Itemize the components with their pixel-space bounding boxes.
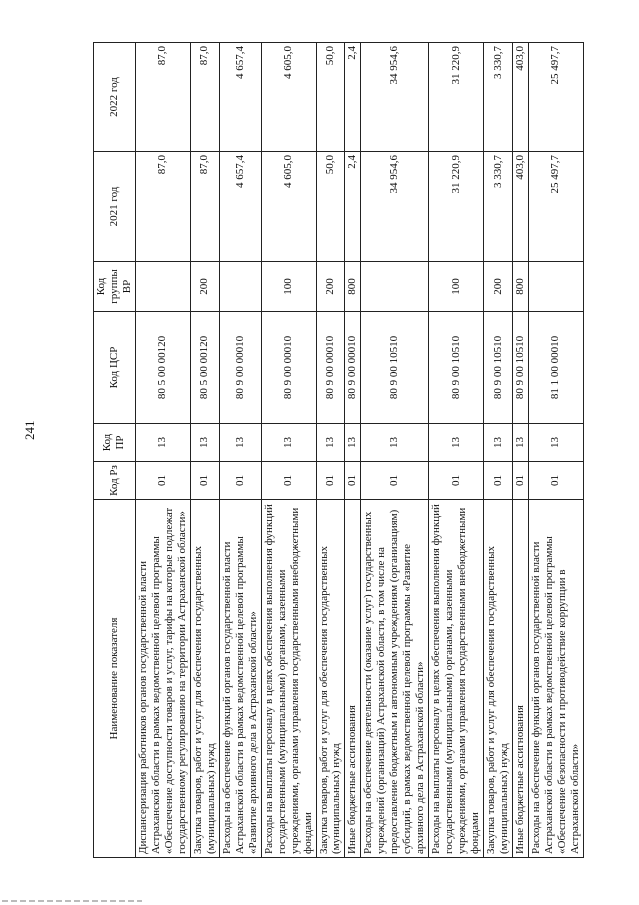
row-vr: 200	[316, 262, 345, 312]
row-name: Расходы на обеспечение деятельности (оказание услуг) государственных учреждений (организаций) Астраханской области, в том числе на предоставление бюджетным и автономным учреждениям (организациям) субсидий, в рамках ведомственной целевой программы «Развитие архивного дела в Астраханской области»	[361, 500, 429, 858]
row-pr: 13	[219, 424, 261, 462]
row-pr: 13	[135, 424, 190, 462]
row-rz: 01	[345, 462, 361, 500]
rotated-table-wrapper	[93, 43, 618, 858]
row-vr	[219, 262, 261, 312]
header-vr: Код группы ВР	[94, 262, 136, 312]
row-name: Иные бюджетные ассигнования	[345, 500, 361, 858]
row-2021: 3 330,7	[484, 152, 513, 262]
row-csr: 80 9 00 00010	[261, 312, 316, 424]
row-2022: 4 605,0	[261, 43, 316, 152]
row-rz: 01	[316, 462, 345, 500]
table-row	[513, 43, 529, 858]
page-number: 241	[22, 420, 37, 440]
row-name: Расходы на обеспечение функций органов государственной власти Астраханской области в рамках ведомственной целевой программы «Развитие архивного дела в Астраханской области»	[219, 500, 261, 858]
row-csr: 80 9 00 10510	[513, 312, 529, 424]
row-2021: 2,4	[345, 152, 361, 262]
row-csr: 80 9 00 10510	[429, 312, 484, 424]
row-pr: 13	[484, 424, 513, 462]
row-vr	[135, 262, 190, 312]
row-name: Закупка товаров, работ и услуг для обеспечения государственных (муниципальных) нужд	[190, 500, 219, 858]
row-rz: 01	[529, 462, 584, 500]
row-name: Иные бюджетные ассигнования	[513, 500, 529, 858]
row-name: Расходы на выплаты персоналу в целях обеспечения выполнения функций государственными (муниципальными) органами, казенными учреждениями, органами управления государственными внебюджетными фондами	[261, 500, 316, 858]
row-2021: 4 605,0	[261, 152, 316, 262]
row-pr: 13	[361, 424, 429, 462]
row-rz: 01	[219, 462, 261, 500]
row-2021: 403,0	[513, 152, 529, 262]
row-vr: 100	[261, 262, 316, 312]
header-rz: Код Рз	[94, 462, 136, 500]
header-name: Наименование показателя	[94, 500, 136, 858]
row-pr: 13	[345, 424, 361, 462]
row-name: Закупка товаров, работ и услуг для обеспечения государственных (муниципальных) нужд	[316, 500, 345, 858]
row-name: Расходы на выплаты персоналу в целях обеспечения выполнения функций государственными (муниципальными) органами, казенными учреждениями, органами управления государственными внебюджетными фондами	[429, 500, 484, 858]
row-rz: 01	[261, 462, 316, 500]
budget-table	[93, 42, 584, 858]
row-2022: 34 954,6	[361, 43, 429, 152]
table-row	[529, 43, 584, 858]
row-csr: 80 9 00 00010	[316, 312, 345, 424]
table-row	[361, 43, 429, 858]
row-vr: 800	[345, 262, 361, 312]
row-rz: 01	[190, 462, 219, 500]
row-2022: 2,4	[345, 43, 361, 152]
row-2022: 31 220,9	[429, 43, 484, 152]
row-pr: 13	[190, 424, 219, 462]
row-csr: 81 1 00 00010	[529, 312, 584, 424]
table-row	[345, 43, 361, 858]
table-row	[135, 43, 190, 858]
row-pr: 13	[316, 424, 345, 462]
table-row	[316, 43, 345, 858]
row-pr: 13	[261, 424, 316, 462]
row-2021: 50,0	[316, 152, 345, 262]
row-vr: 800	[513, 262, 529, 312]
row-rz: 01	[429, 462, 484, 500]
table-body	[135, 43, 583, 858]
row-name: Диспансеризация работников органов государственной власти Астраханской области в рамках ведомственной целевой программы «Обеспечение доступности товаров и услуг, тарифы на которые подлежат государственному регулированию на территории Астраханской области»	[135, 500, 190, 858]
row-vr: 100	[429, 262, 484, 312]
row-2022: 87,0	[135, 43, 190, 152]
row-csr: 80 9 00 00010	[219, 312, 261, 424]
table-row	[429, 43, 484, 858]
header-2022: 2022 год	[94, 43, 136, 152]
header-csr: Код ЦСР	[94, 312, 136, 424]
row-2022: 87,0	[190, 43, 219, 152]
row-name: Расходы на обеспечение функций органов государственной власти Астраханской области в рамках ведомственной целевой программы «Обеспечение безопасности и противодействие коррупции в Астраханской области»	[529, 500, 584, 858]
row-2022: 3 330,7	[484, 43, 513, 152]
row-rz: 01	[484, 462, 513, 500]
row-name: Закупка товаров, работ и услуг для обеспечения государственных (муниципальных) нужд	[484, 500, 513, 858]
row-vr: 200	[190, 262, 219, 312]
table-row	[219, 43, 261, 858]
row-pr: 13	[529, 424, 584, 462]
row-2022: 25 497,7	[529, 43, 584, 152]
row-2021: 87,0	[190, 152, 219, 262]
table-row	[484, 43, 513, 858]
row-2022: 4 657,4	[219, 43, 261, 152]
table-row	[261, 43, 316, 858]
row-2021: 25 497,7	[529, 152, 584, 262]
row-2021: 4 657,4	[219, 152, 261, 262]
row-pr: 13	[429, 424, 484, 462]
row-pr: 13	[513, 424, 529, 462]
row-csr: 80 9 00 10510	[361, 312, 429, 424]
row-csr: 80 9 00 00010	[345, 312, 361, 424]
row-2022: 403,0	[513, 43, 529, 152]
row-vr	[361, 262, 429, 312]
row-2021: 31 220,9	[429, 152, 484, 262]
row-csr: 80 9 00 10510	[484, 312, 513, 424]
row-2021: 87,0	[135, 152, 190, 262]
row-rz: 01	[361, 462, 429, 500]
header-2021: 2021 год	[94, 152, 136, 262]
table-header	[94, 43, 136, 858]
header-pr: Код ПР	[94, 424, 136, 462]
row-rz: 01	[513, 462, 529, 500]
row-2022: 50,0	[316, 43, 345, 152]
row-vr	[529, 262, 584, 312]
row-2021: 34 954,6	[361, 152, 429, 262]
row-vr: 200	[484, 262, 513, 312]
row-csr: 80 5 00 00120	[135, 312, 190, 424]
row-csr: 80 5 00 00120	[190, 312, 219, 424]
row-rz: 01	[135, 462, 190, 500]
table-row	[190, 43, 219, 858]
scan-footer-mark	[2, 900, 142, 902]
